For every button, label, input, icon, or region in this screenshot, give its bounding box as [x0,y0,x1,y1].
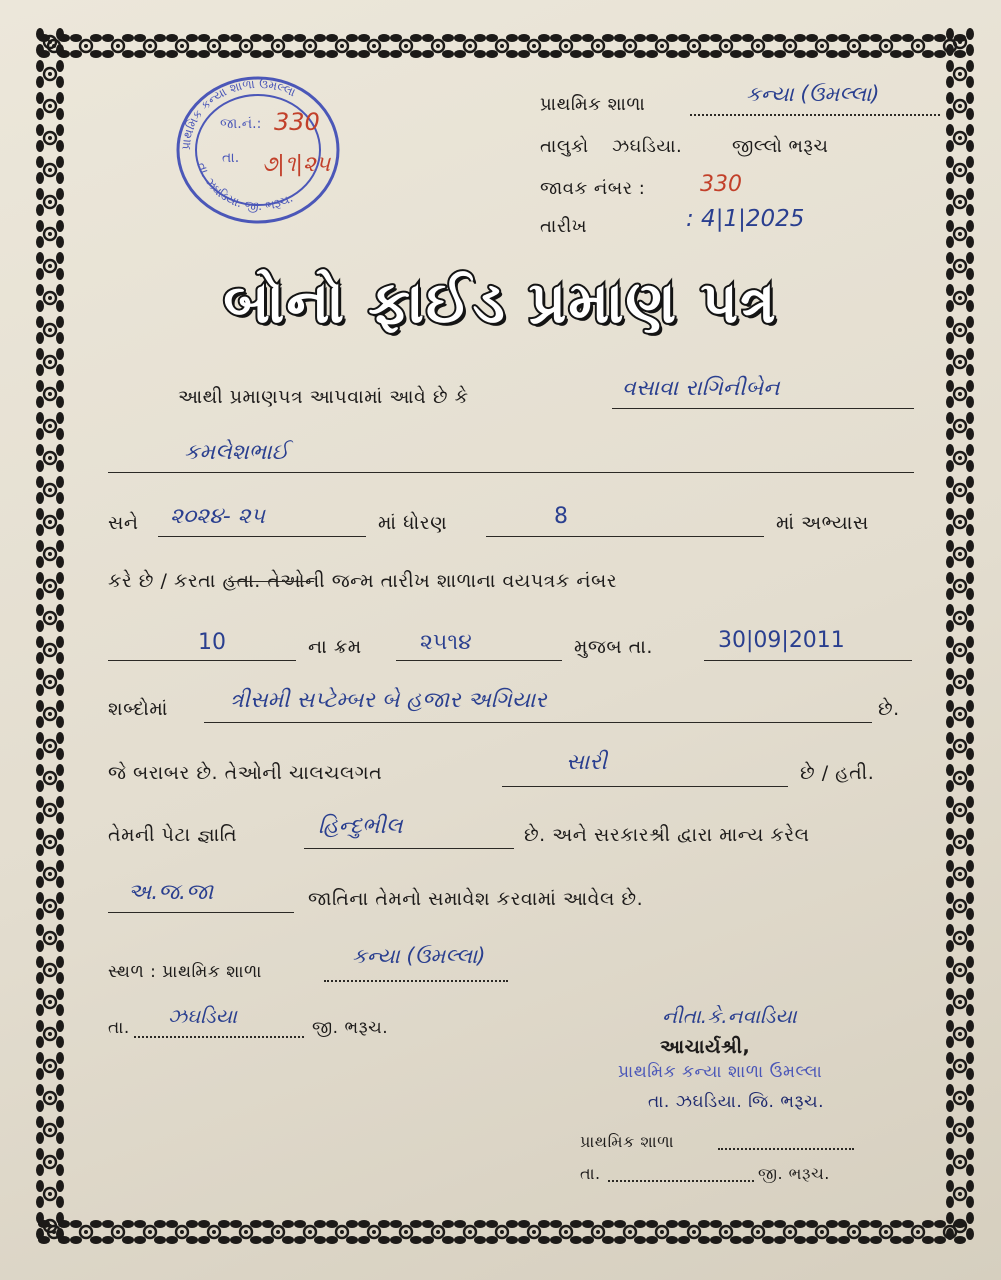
caste-value: હિન્દુભીલ [318,814,403,839]
border-ornament-icon [38,1212,970,1252]
footer-school-label: પ્રાથમિક શાળા [580,1132,675,1151]
header-date-label: તારીખ [540,216,588,237]
name-line-2 [108,472,914,473]
words-suffix: છે. [878,698,900,720]
footer-ta-dots2 [608,1180,754,1182]
header-school-value: કન્યા (ઉમલ્લા) [746,82,880,106]
seal-inward-number: 330 [274,108,320,136]
category-suffix: જાતિના તેમનો સમાવેશ કરવામાં આવેલ છે. [308,888,644,910]
seal-date-value: ૭|૧|૨૫ [262,152,331,177]
header-outward-value: 330 [700,172,742,197]
principal-signature: નીતા.કે.નવાડિયા [662,1004,797,1028]
conduct-prefix: જે બરાબર છે. તેઓની ચાલચલગત [108,762,383,784]
category-value: અ.જ.જા [128,880,214,905]
border-ornament-icon [38,26,970,66]
footer-dist-label: જી. ભરૂચ. [312,1018,389,1038]
register-value: 10 [198,630,226,655]
std-line [486,536,764,537]
footer-ta-label2: તા. [580,1164,601,1183]
border-ornament-icon [30,26,70,1252]
conduct-value: સારી [566,750,607,775]
year-line [158,536,366,537]
seal-ring-top-text: પ્રાથમિક કન્યા શાળા ઉમલ્લા [178,76,298,151]
header-taluka-value: ઝઘડિયા. [612,136,683,157]
strike-through [228,581,314,582]
header-school-label: પ્રાથમિક શાળા [540,94,646,115]
seal-inward-prefix: જા.નં.: [220,116,262,132]
year-value: ૨૦૨૪- ૨૫ [170,504,266,529]
dob-value: 30|09|2011 [718,628,845,653]
header-outward-label: જાવક નંબર : [540,178,646,199]
footer-school-dots [718,1148,854,1150]
principal-stamp-line2: તા. ઝઘડિયા. જિ. ભરૂચ. [648,1092,825,1112]
footer-ta-value: ઝઘડિયા [168,1004,237,1028]
footer-dist-label2: જી. ભરૂચ. [758,1164,830,1183]
words-line [204,722,872,723]
category-line [108,912,294,913]
footer-ta-dots [134,1036,304,1038]
footer-ta-label: તા. [108,1018,130,1038]
year-label: સને [108,512,139,534]
as-per-label: મુજબ તા. [574,636,653,658]
place-label: સ્થળ : પ્રાથમિક શાળા [108,962,262,982]
student-name-2: કમલેશભાઈ [184,440,289,465]
std-label: માં ધોરણ [378,512,448,534]
header-district-label: જીલ્લો ભરૂચ [732,136,829,157]
std-value: 8 [554,504,568,529]
decorative-border-left [30,26,70,1252]
principal-stamp-line1: પ્રાથમિક કન્યા શાળા ઉમલ્લા [618,1062,823,1082]
caste-suffix: છે. અને સરકારશ્રી દ્વારા માન્ય કરેલ [524,824,810,846]
principal-title: આચાર્યશ્રી, [660,1036,751,1058]
serial-label: ના ક્રમ [308,636,362,658]
border-ornament-icon [940,26,980,1252]
line4-text: કરે છે / કરતા હતા. તેઓની જન્મ તારીખ શાળાના વયપત્રક નંબર [108,570,618,592]
conduct-line [502,786,788,787]
register-line [108,660,296,661]
serial-value: ૨૫૧૪ [420,630,472,655]
student-name-1: વસાવા રાગિનીબેન [622,376,780,401]
school-seal [170,72,360,232]
seal-date-prefix: તા. [222,150,240,166]
words-label: શબ્દોમાં [108,698,168,720]
serial-line [396,660,562,661]
seal-ring-bottom-text: તા. ઝઘડિયા. જી. ભરૂચ. [194,160,296,214]
certificate-title: બોનો ફાઈડ પ્રમાણ પત્ર [223,268,778,336]
intro-text: આથી પ્રમાણપત્ર આપવામાં આવે છે કે [178,386,469,408]
study-label: માં અભ્યાસ [776,512,869,534]
caste-prefix: તેમની પેટા જ્ઞાતિ [108,824,238,846]
decorative-border-top [38,26,970,66]
words-value: ત્રીસમી સપ્ટેમ્બર બે હજાર અગિયાર [230,688,547,713]
name-line-1 [612,408,914,409]
place-dots [324,980,508,982]
decorative-border-right [940,26,980,1252]
header-date-value: : 4|1|2025 [686,206,805,232]
caste-line [304,848,514,849]
header-taluka-label: તાલુકો [540,136,589,157]
decorative-border-bottom [38,1212,970,1252]
header-school-dots [690,114,940,116]
dob-line [704,660,912,661]
conduct-suffix: છે / હતી. [800,762,875,784]
place-value: કન્યા (ઉમલ્લા) [352,944,486,968]
